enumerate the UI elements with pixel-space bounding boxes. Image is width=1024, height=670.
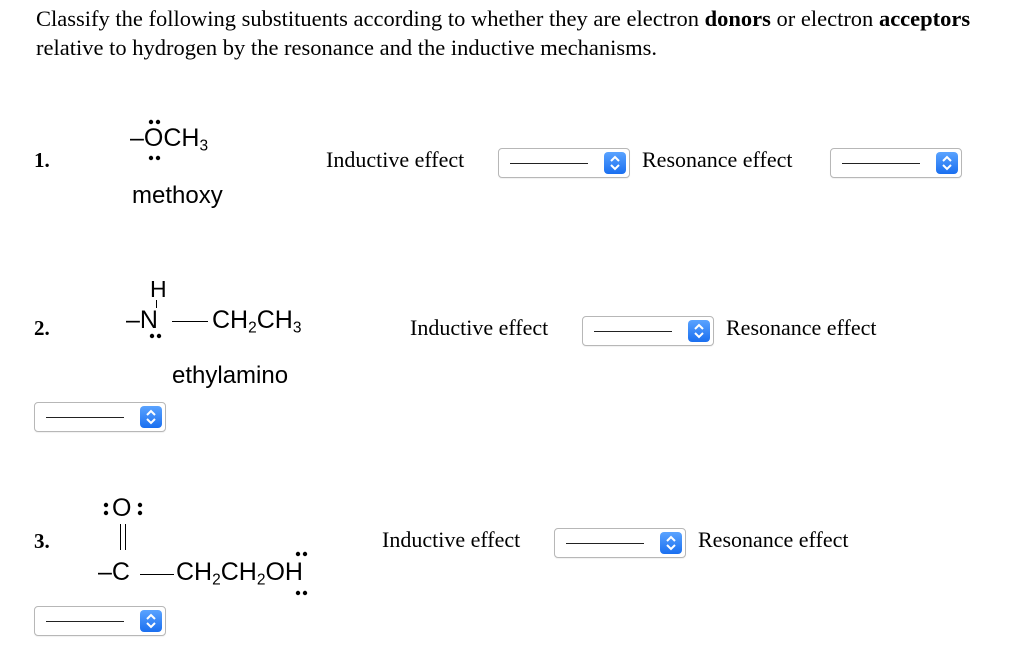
question-2-resonance-label: Resonance effect (726, 315, 877, 340)
up-down-chevron-icon (140, 406, 162, 428)
select-value (46, 621, 124, 622)
up-down-chevron-icon (140, 610, 162, 632)
instructions-donors: donors (704, 6, 771, 31)
q1-ch: CH (163, 124, 200, 152)
q2-ch3: CH (256, 306, 293, 334)
q3-carbonyl-oxygen: O (112, 494, 132, 522)
q2-nc-bond (172, 321, 208, 322)
q1-lone-pairs (140, 118, 170, 178)
select-value (594, 331, 672, 332)
q3-chain (176, 558, 303, 587)
question-1-number: 1. (34, 148, 50, 172)
question-1-inductive-select[interactable] (498, 148, 630, 178)
question-3-number: 3. (34, 529, 50, 553)
instructions-acceptors: acceptors (878, 6, 971, 31)
question-1-inductive-label: Inductive effect (326, 147, 465, 172)
instructions-text-1: Classify the following substituents according to whether they are electron (36, 6, 705, 31)
q3-sub1: 2 (212, 571, 221, 589)
q3-dash: – (98, 558, 112, 586)
q3-ch2-b: CH (220, 558, 257, 586)
question-2-name: ethylamino (172, 362, 289, 389)
question-1-resonance-select[interactable] (830, 148, 962, 178)
q2-sub2: 3 (292, 319, 302, 337)
q2-lone-pair (144, 330, 168, 342)
q3-oxygen-lone-pairs (98, 494, 148, 526)
select-value (510, 163, 588, 164)
q2-ch2: CH (212, 306, 249, 334)
q1-sub: 3 (199, 137, 209, 155)
up-down-chevron-icon (936, 152, 958, 174)
question-1-resonance-label: Resonance effect (642, 147, 793, 172)
question-3-formula (98, 558, 130, 587)
question-3-resonance-label: Resonance effect (698, 527, 849, 552)
select-value (46, 417, 124, 418)
question-2-resonance-select[interactable] (34, 402, 166, 432)
instructions-text-3: relative to hydrogen by the resonance and the inductive mechanisms. (36, 35, 658, 60)
select-value (842, 163, 920, 164)
q2-dash: – (126, 306, 140, 334)
question-3-resonance-select[interactable] (34, 606, 166, 636)
q2-ethyl (212, 306, 301, 335)
select-value (566, 543, 644, 544)
q3-hydroxyl: OH (265, 558, 303, 586)
instructions (36, 4, 996, 62)
q3-sub2: 2 (256, 571, 266, 589)
question-3-inductive-select[interactable] (554, 528, 686, 558)
question-2-number: 2. (34, 316, 50, 340)
q2-nitrogen: N (139, 306, 158, 334)
q3-cc-bond (140, 574, 174, 575)
up-down-chevron-icon (688, 320, 710, 342)
question-3-inductive-label: Inductive effect (382, 527, 521, 552)
q1-dash: – (130, 124, 144, 152)
q3-carbon: C (111, 558, 130, 586)
instructions-text-2: or electron (770, 6, 879, 31)
question-2-inductive-label: Inductive effect (410, 315, 549, 340)
up-down-chevron-icon (604, 152, 626, 174)
question-1-name: methoxy (132, 182, 223, 209)
up-down-chevron-icon (660, 532, 682, 554)
q3-double-bond (120, 524, 126, 550)
q3-ch2-a: CH (176, 558, 213, 586)
q2-sub1: 2 (248, 319, 257, 337)
q3-hydroxyl-lone-pairs (288, 548, 318, 600)
question-2-inductive-select[interactable] (582, 316, 714, 346)
q1-oxygen: O (143, 124, 164, 152)
q2-hydrogen: H (150, 276, 167, 302)
